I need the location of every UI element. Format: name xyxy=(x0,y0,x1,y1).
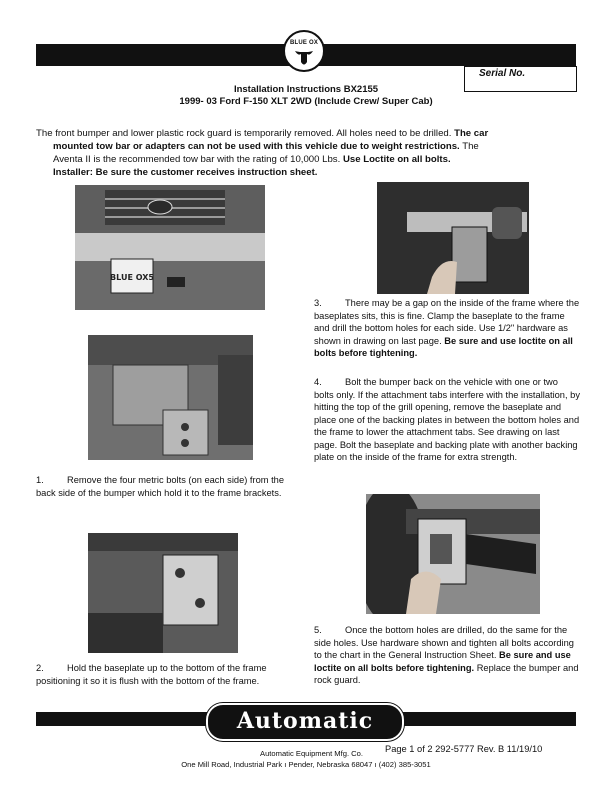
step-2-text: Hold the baseplate up to the bottom of the frame positioning it so it is flush with the bottom of the frame. xyxy=(36,663,267,686)
photo-baseplate-held xyxy=(88,533,238,653)
automatic-brand-text: Automatic xyxy=(236,708,374,734)
step-1-number: 1. xyxy=(36,475,44,485)
intro-warning-1: The car xyxy=(454,128,489,139)
step-4-text: Bolt the bumper back on the vehicle with one or two bolts only. If the attachment tabs interfere with the installation, by hitting the top of the grill opening, remove the baseplate and place one of the backing plates in between the bottom holes and the frame to lower the attachment tabs. See drawing on last page. Bolt the baseplate and backing plate with another backing plate on the inside of the frame for extra strength. xyxy=(314,377,580,462)
intro-installer-note: Installer: Be sure the customer receives instruction sheet. xyxy=(53,167,318,178)
step-4 xyxy=(314,376,580,464)
step-5-tail: Replace the bumper and rock guard. xyxy=(314,662,579,685)
company-name: Automatic Equipment Mfg. Co. xyxy=(260,749,363,758)
step-5-loctite: Be sure and use loctite on all bolts before tightening. xyxy=(314,650,571,673)
step-3-loctite: Be sure and use loctite on all bolts before tightening. xyxy=(314,335,573,358)
doc-title: Installation Instructions BX2155 xyxy=(233,84,379,95)
photo-truck-front xyxy=(75,185,265,310)
intro-text-2: The xyxy=(459,141,479,152)
photo-frame-brackets xyxy=(88,335,253,460)
intro-text-3: Aventa II is the recommended tow bar with the rating of 10,000 Lbs. xyxy=(53,154,343,165)
step-3-number: 3. xyxy=(314,298,322,308)
ox-head-icon xyxy=(294,48,314,68)
step-3-text: There may be a gap on the inside of the frame where the baseplates sits, this is fine. Clamp the baseplate to the frame and drill the bottom holes for each side. Use 1/2" hardware as shown in drawing on last page. xyxy=(314,298,580,346)
license-plate-text: BLUE OX5 xyxy=(110,273,154,282)
step-2-number: 2. xyxy=(36,663,44,673)
step-1-text: Remove the four metric bolts (on each side) from the back side of the bumper which hold it to the frame brackets. xyxy=(36,475,285,498)
page-info: Page 1 of 2 292-5777 Rev. B 11/19/10 xyxy=(385,744,543,754)
photo-side-holes xyxy=(366,494,540,614)
blue-ox-logo xyxy=(283,30,325,72)
company-address: One Mill Road, Industrial Park ı Pender, Nebraska 68047 ı (402) 385-3051 xyxy=(181,760,431,769)
intro-paragraph xyxy=(36,127,581,179)
step-5-number: 5. xyxy=(314,625,322,635)
intro-warning-2: mounted tow bar or adapters can not be used with this vehicle due to weight restrictions. xyxy=(53,141,460,152)
photo-clamp-frame xyxy=(377,182,529,294)
intro-loctite: Use Loctite on all bolts. xyxy=(342,154,451,165)
automatic-logo xyxy=(206,703,404,741)
step-5 xyxy=(314,624,580,687)
step-1 xyxy=(36,474,298,499)
step-5-text: Once the bottom holes are drilled, do the same for the side holes. Use hardware shown and tighten all bolts according to the chart in the General Instruction Sheet. xyxy=(314,625,574,660)
step-4-number: 4. xyxy=(314,377,322,387)
doc-subtitle: 1999- 03 Ford F-150 XLT 2WD (Include Crew/ Super Cab) xyxy=(179,96,433,107)
intro-text-1: The front bumper and lower plastic rock guard is temporarily removed. All holes need to be drilled. xyxy=(36,128,455,139)
step-3 xyxy=(314,297,580,360)
logo-text: BLUE OX xyxy=(289,40,319,46)
step-2 xyxy=(36,662,301,687)
serial-label: Serial No. xyxy=(479,68,526,79)
